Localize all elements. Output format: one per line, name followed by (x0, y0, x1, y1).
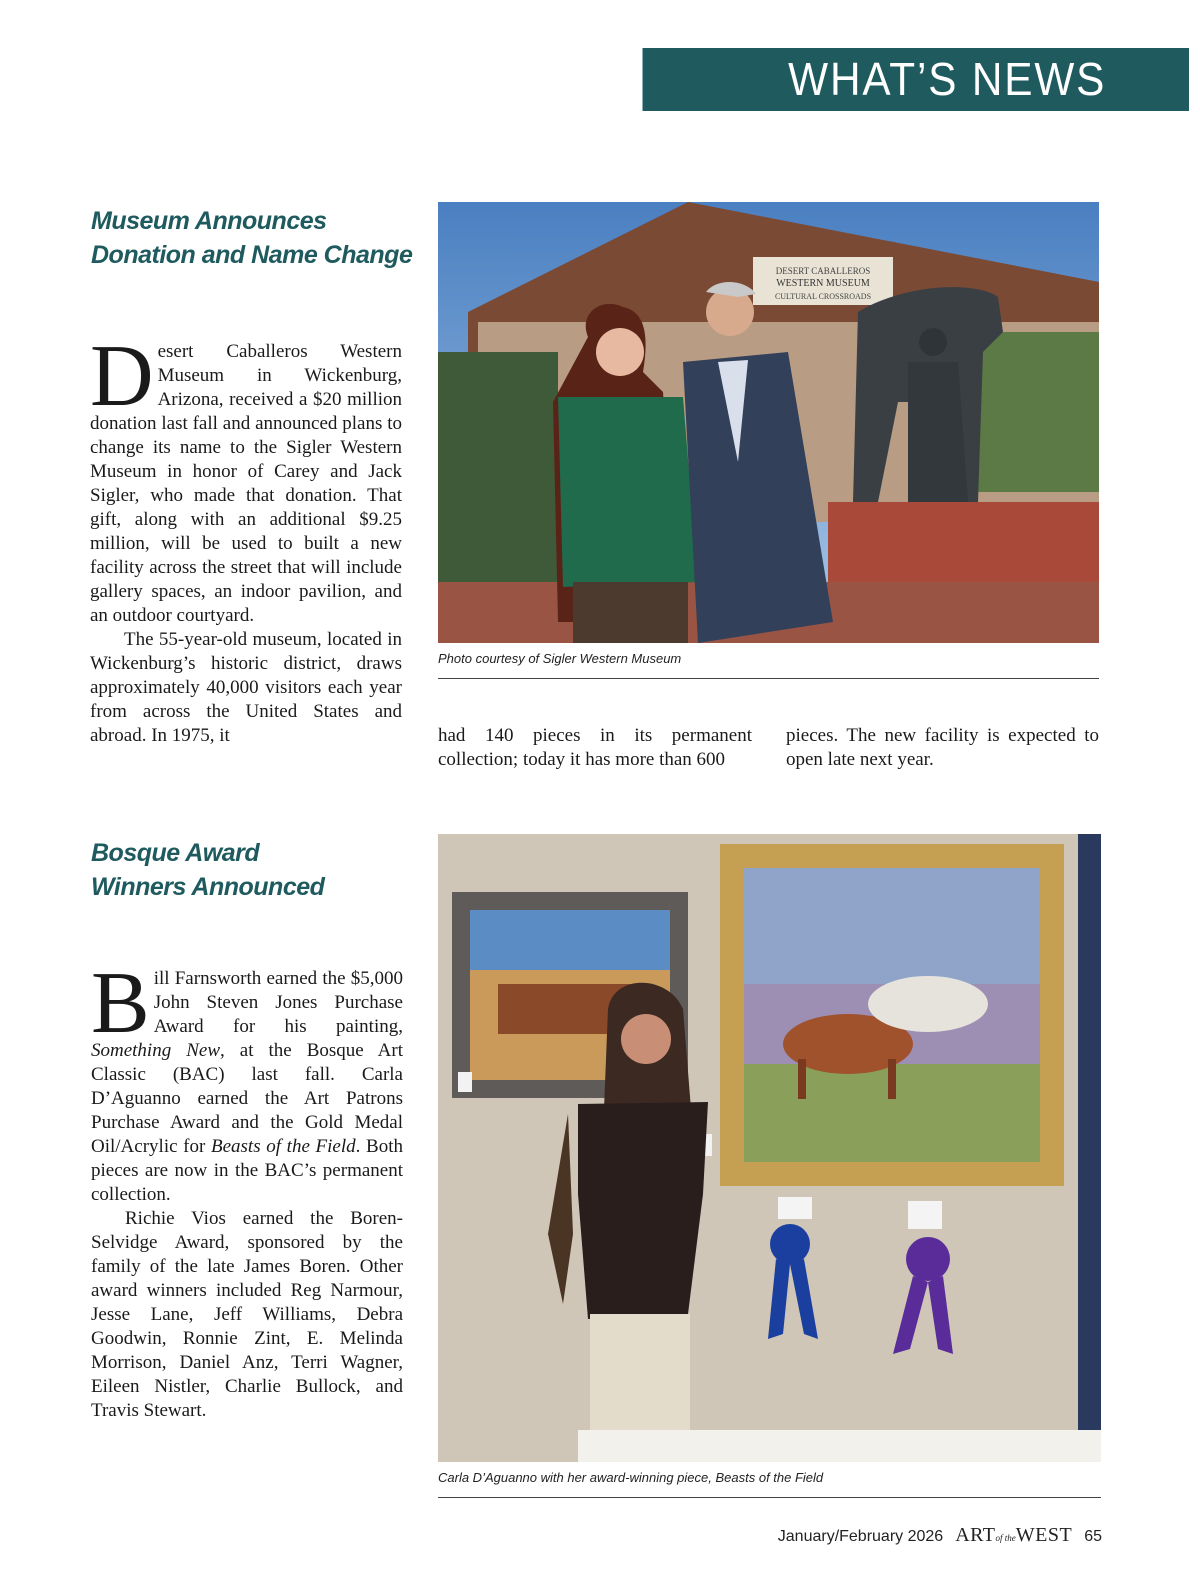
article2-para1-a: ill Farnsworth earned the $5,000 John Steven Jones Purchase Award for his painting, (153, 968, 403, 1037)
article2-column1 (91, 955, 404, 1423)
museum-photo-caption: Photo courtesy of Sigler Western Museum (438, 651, 682, 666)
article1-headline-line1: Museum Announces (91, 207, 327, 235)
painting-title-something-new: Something New (91, 1040, 221, 1061)
article1-col2-text: had 140 pieces in its permanent collection; today it has more than 600 (438, 725, 752, 770)
article1-column1 (90, 328, 402, 748)
article2-para1-b: , at the Bosque Art Classic (BAC) last fall. Carla D’Aguanno earned the Art Patrons Purchase Award and the Gold Medal Oil/Acrylic for (91, 1040, 404, 1157)
museum-photo-illustration (438, 202, 1099, 643)
article1-col3-text: pieces. The new facility is expected to open late next year. (786, 725, 1099, 770)
award-photo-caption: Carla D’Aguanno with her award-winning piece, Beasts of the Field (438, 1470, 824, 1485)
caption-divider (438, 678, 1099, 679)
caption-divider-2 (438, 1497, 1101, 1498)
article2-para1-c: . Both pieces are now in the BAC’s permanent collection. (91, 1136, 404, 1205)
painting-title-beasts-of-the-field: Beasts of the Field (211, 1136, 356, 1157)
article2-headline-line1: Bosque Award (91, 839, 260, 867)
article1-headline (91, 204, 421, 272)
award-photo (438, 834, 1101, 1462)
article1-dropcap: D (90, 328, 154, 425)
magazine-logo (955, 1524, 1072, 1547)
logo-art: ART (955, 1524, 996, 1546)
museum-sign-text: DESERT CABALLEROS (775, 266, 871, 276)
issue-date: January/February 2026 (777, 1528, 944, 1545)
article1-para1 (90, 328, 402, 628)
award-photo-illustration (438, 834, 1101, 1462)
article1-column3 (786, 724, 1099, 772)
article1-para1-text: esert Caballeros Western Museum in Wickenburg, Arizona, received a $20 million donation last fall and announced plans to change its name to the Sigler Western Museum in honor of Carey and Jack Sigler, who made that donation. That gift, along with an additional $9.25 million, will be used to built a new facility across the street that will include gallery spaces, an indoor pavilion, and an outdoor courtyard. (90, 341, 402, 626)
logo-of-the: of the (995, 1533, 1016, 1543)
page-footer (778, 1524, 1102, 1550)
article2-para2: Richie Vios earned the Boren-Selvidge Award, sponsored by the family of the late James Boren. Other award winners included Reg Narmour, Jesse Lane, Jeff Williams, Debra Goodwin, Ronnie Zint, E. Melinda Morrison, Daniel Anz, Terri Wagner, Eileen Nistler, Charlie Bullock, and Travis Stewart. (91, 1208, 403, 1421)
article2-para1 (91, 955, 404, 1207)
article2-dropcap: B (91, 955, 150, 1052)
svg-text:CULTURAL CROSSROADS: CULTURAL CROSSROADS (774, 292, 872, 301)
article2-headline-line2: Winners Announced (91, 873, 325, 901)
svg-text:WESTERN MUSEUM: WESTERN MUSEUM (776, 278, 870, 289)
page-number: 65 (1084, 1528, 1102, 1545)
article1-para2: The 55-year-old museum, located in Wickenburg’s historic district, draws approximately 40,000 visitors each year from across the United States and abroad. In 1975, it (90, 629, 402, 746)
museum-photo (438, 202, 1099, 643)
article2-headline (91, 836, 421, 904)
logo-west: WEST (1015, 1524, 1073, 1546)
article1-column2 (438, 724, 752, 772)
article1-headline-line2: Donation and Name Change (91, 241, 413, 269)
section-banner: WHAT’S NEWS (643, 48, 1189, 111)
